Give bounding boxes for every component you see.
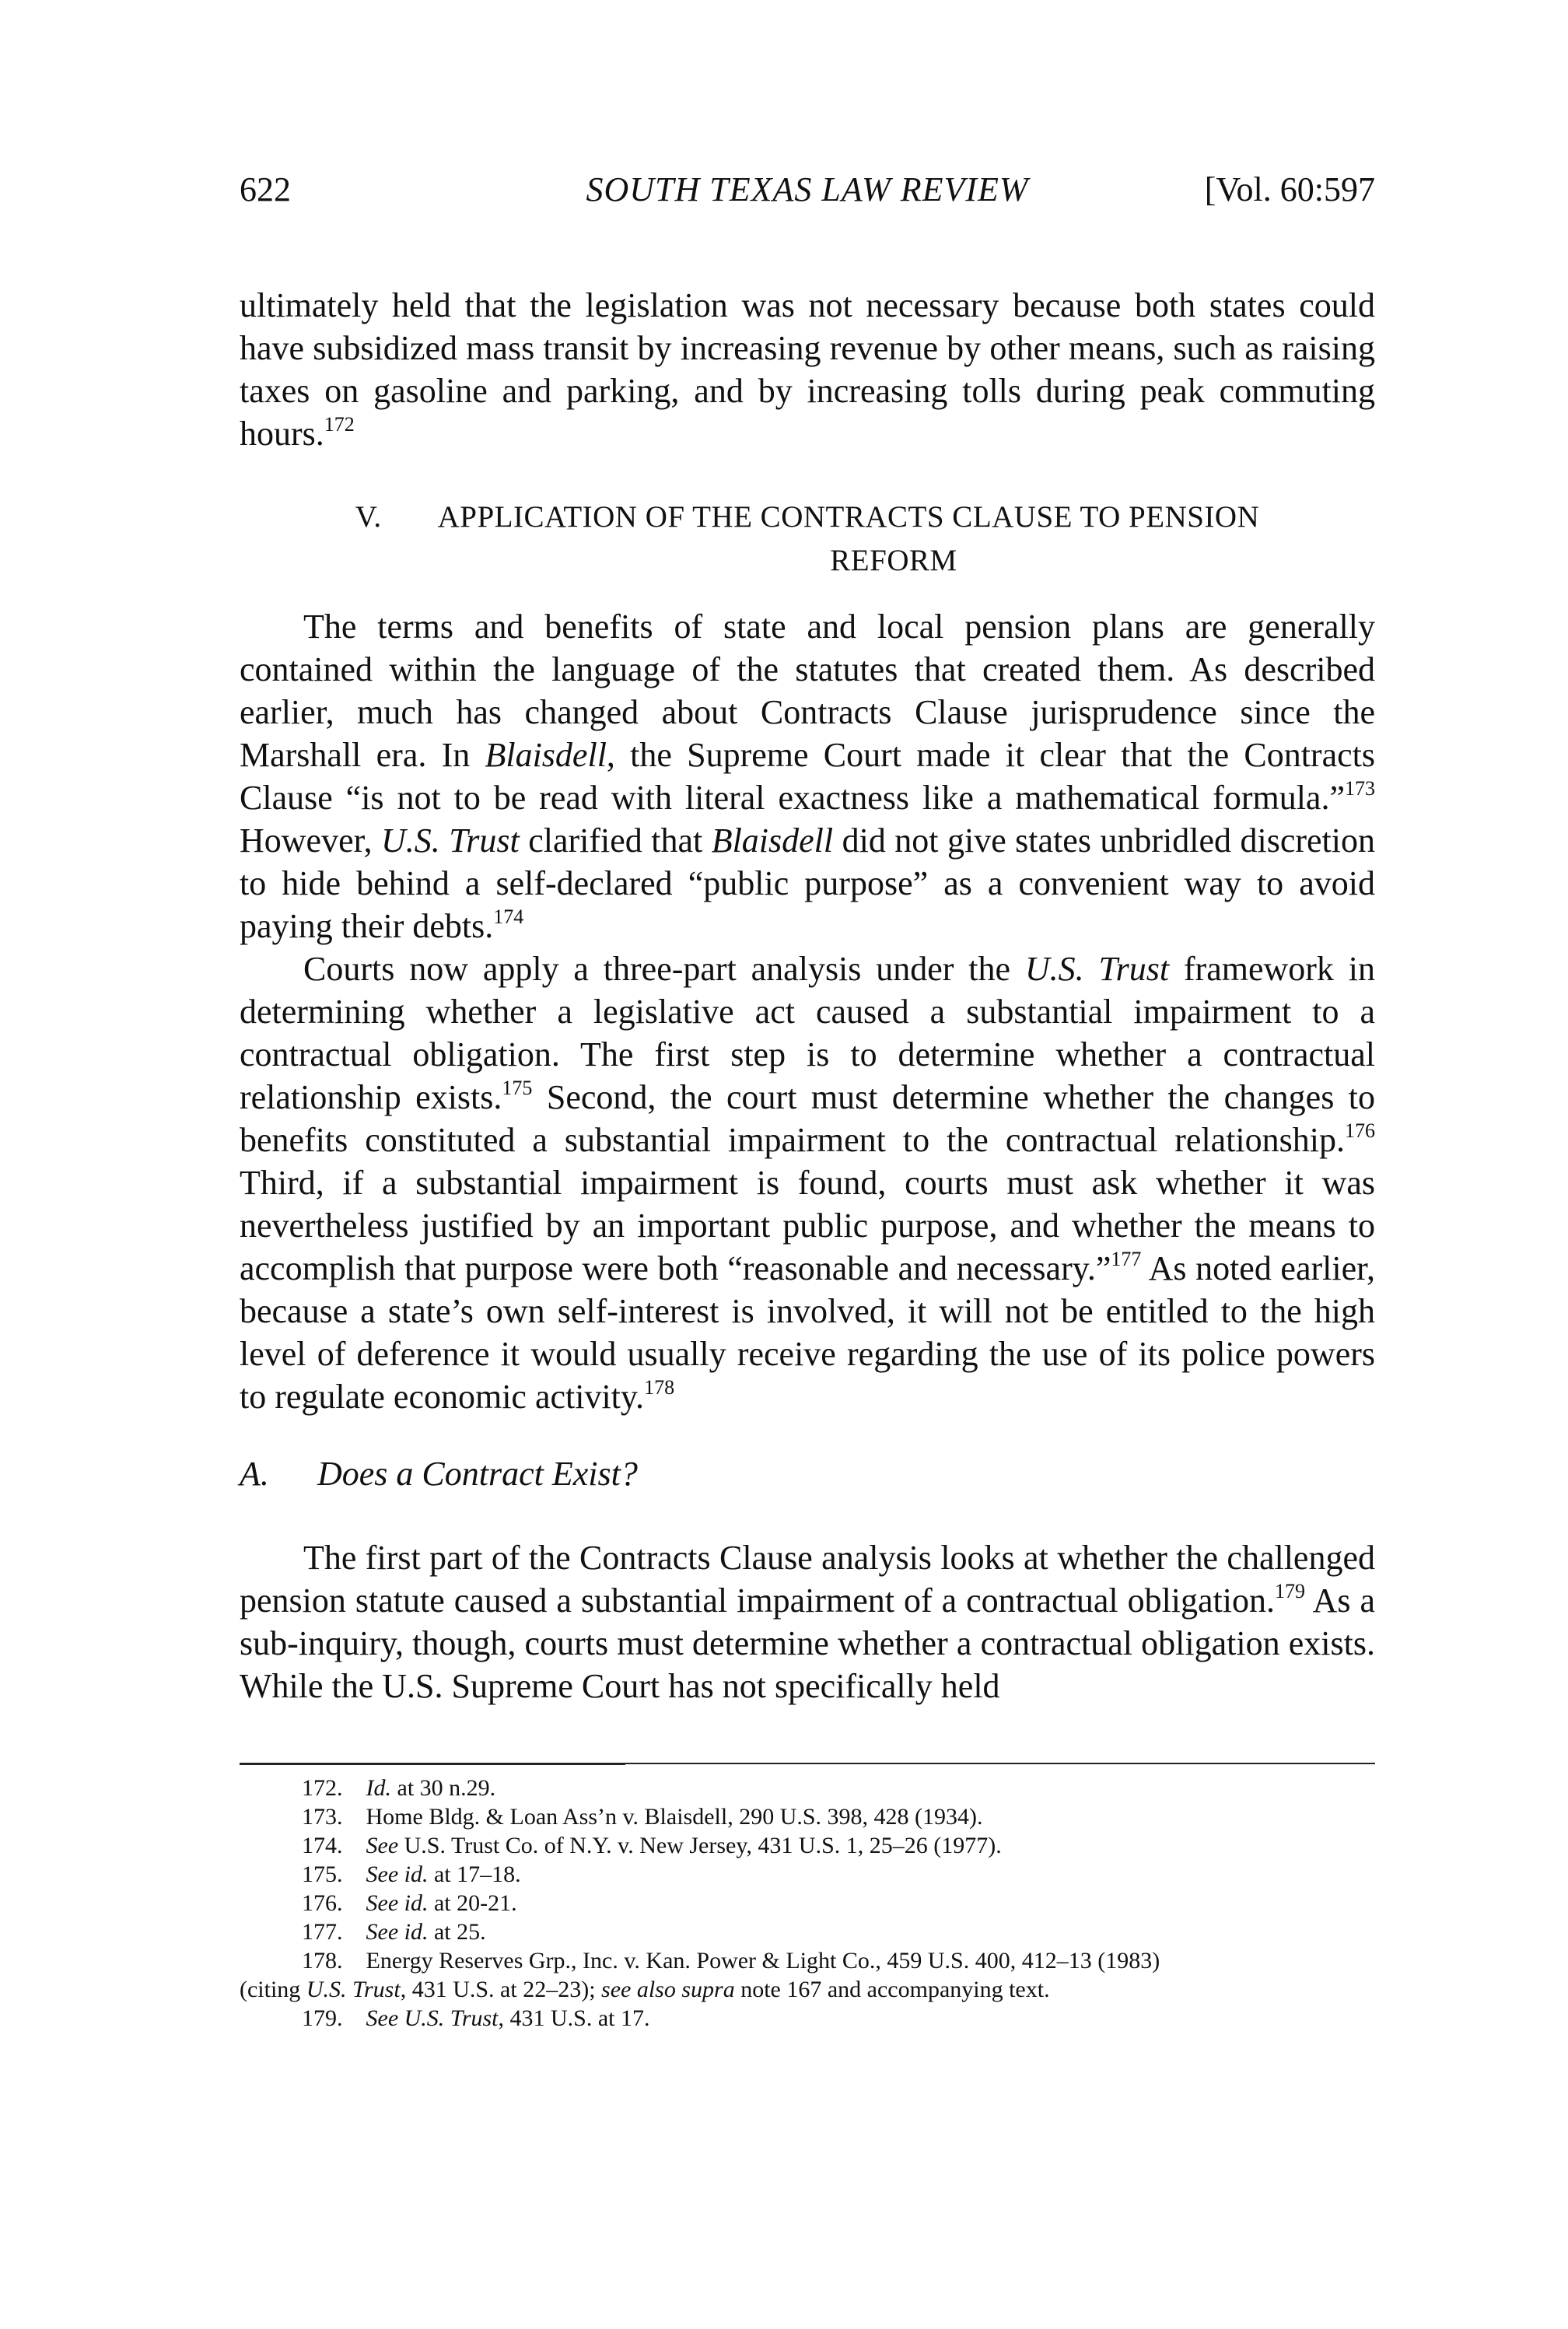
- footnote-ref-177[interactable]: 177: [1111, 1248, 1142, 1270]
- page-number: 622: [240, 170, 291, 208]
- footnote-178: 178. Energy Reserves Grp., Inc. v. Kan. Power & Light Co., 459 U.S. 400, 412–13 (1983): [302, 1948, 1160, 1974]
- paragraph-4-container: [240, 1536, 1375, 1707]
- footnote-ref-172[interactable]: 172: [324, 413, 355, 436]
- paragraph-4: The first part of the Contracts Clause analysis looks at whether the challenged pension statute caused a substantial impairment of a contractual obligation.$^{179}$ As a sub-inquiry, though, courts must determine whether a contractual obligation exists. While the U.S. Supreme Court has not specifically held: [240, 1539, 1376, 1705]
- footnote-ref-174[interactable]: 174: [493, 905, 524, 928]
- footnote-ref-179[interactable]: 179: [1275, 1580, 1306, 1602]
- footnote-ref-175[interactable]: 175: [502, 1077, 533, 1099]
- case-name: Blaisdell: [485, 736, 607, 774]
- footnote-divider-extension: [625, 1763, 1375, 1764]
- subsection-letter: A.: [240, 1455, 269, 1493]
- footnote-ref-178[interactable]: 178: [644, 1376, 675, 1399]
- section-title-line-1: APPLICATION OF THE CONTRACTS CLAUSE TO PENSION: [437, 500, 1260, 534]
- case-name: Blaisdell: [711, 821, 834, 860]
- section-title-line-2: REFORM: [830, 544, 957, 577]
- footnote-divider: [240, 1763, 625, 1765]
- footnote-173: 173. Home Bldg. & Loan Ass’n v. Blaisdell, 290 U.S. 398, 428 (1934).: [302, 1804, 983, 1830]
- body-paragraphs: [240, 605, 1375, 1418]
- paragraph-1: ultimately held that the legislation was not necessary because both states could have subsidized mass transit by increasing revenue by other means, such as raising taxes on gasoline and parking, and by increasing tolls during peak commuting hours.$^{172}$: [240, 286, 1375, 453]
- case-name: U.S. Trust: [1024, 950, 1170, 988]
- footnote-175: 175. See id. at 17–18.: [302, 1861, 521, 1887]
- subsection-heading: [240, 1454, 638, 1494]
- paragraph-2: The terms and benefits of state and local pension plans are generally contained within the language of the statutes that created them. As described earlier, much has changed about Contracts Clause jurisprudence since the Marshall era. In Blaisdell, the Supreme Court made it clear that the Contracts Clause “is not to be read with literal exactness like a mathematical formula.”$^{173}$ However, U.S. Trust clarified that Blaisdell did not give states unbridled discretion to hide behind a self-declared “public purpose” as a convenient way to avoid paying their debts.$^{174}$: [240, 608, 1376, 945]
- subsection-title: Does a Contract Exist?: [317, 1455, 638, 1493]
- footnote-ref-173[interactable]: 173: [1345, 777, 1375, 800]
- volume-citation: [Vol. 60:597: [1204, 170, 1375, 208]
- footnote-172: 172. Id. at 30 n.29.: [302, 1775, 496, 1801]
- footnote-177: 177. See id. at 25.: [302, 1919, 486, 1945]
- footnote-ref-176[interactable]: 176: [1345, 1119, 1375, 1142]
- footnotes: [240, 1774, 1375, 2033]
- section-heading: [240, 496, 1375, 583]
- paragraph-3: Courts now apply a three-part analysis under the U.S. Trust framework in determining whether a legislative act caused a substantial impairment to a contractual obligation. The first step is to determine whether a contractual relationship exists.$^{175}$ Second, the court must determine whether the changes to benefits constituted a substantial impairment to the contractual relationship.$^{176}$ Third, if a substantial impairment is found, courts must ask whether it was nevertheless justified by an important public purpose, and whether the means to accomplish that purpose were both “reasonable and necessary.”$^{177}$ As noted earlier, because a state’s own self-interest is involved, it will not be entitled to the high level of deference it would usually receive regarding the use of its police powers to regulate economic activity.$^{178}$: [240, 950, 1375, 1416]
- footnote-176: 176. See id. at 20-21.: [302, 1890, 517, 1916]
- case-name: U.S. Trust: [380, 821, 520, 860]
- running-header: [240, 170, 1375, 216]
- footnote-178-continued: (citing U.S. Trust, 431 U.S. at 22–23); see also supra note 167 and accompanying text.: [240, 1977, 1050, 2002]
- journal-title: SOUTH TEXAS LAW REVIEW: [586, 170, 1029, 208]
- footnote-179: 179. See U.S. Trust, 431 U.S. at 17.: [302, 2005, 650, 2031]
- section-numeral: V.: [355, 500, 382, 534]
- footnote-174: 174. See U.S. Trust Co. of N.Y. v. New Jersey, 431 U.S. 1, 25–26 (1977).: [302, 1833, 1002, 1858]
